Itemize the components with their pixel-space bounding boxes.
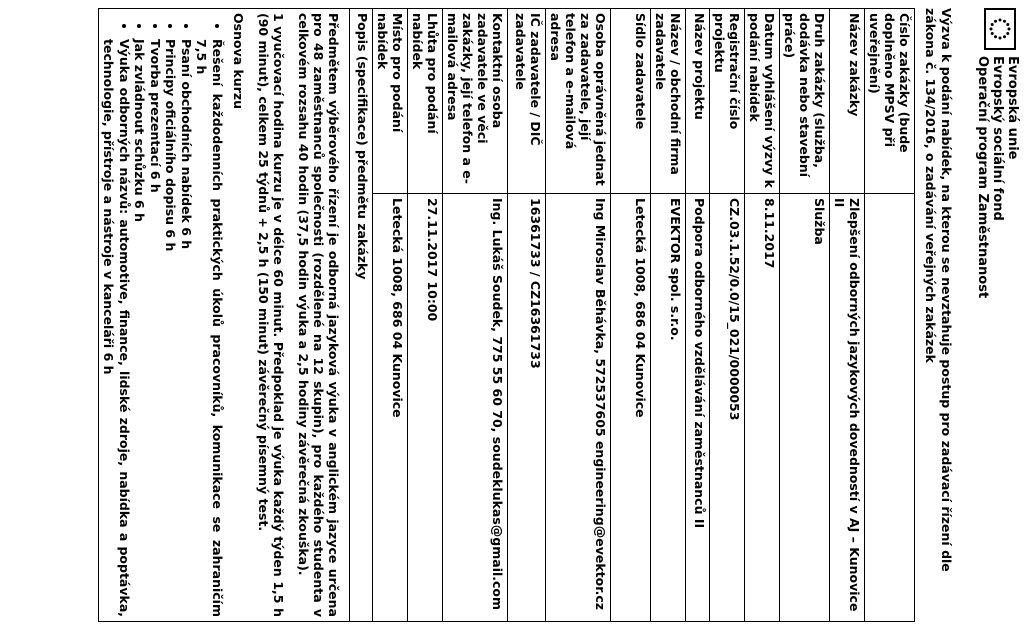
- row-key: Místo pro podání nabídek: [373, 9, 408, 194]
- row-value: Služba: [780, 194, 830, 622]
- table-row: [373, 9, 408, 622]
- table-row: [443, 9, 508, 622]
- programme-label: Operační program Zaměstnanost: [975, 56, 990, 299]
- list-item: • Řešení každodenních praktických úkolů pracovníků, komunikace se zahraničím 7,5 h: [194, 39, 225, 617]
- row-value: 27.11.2017 10:00: [408, 194, 443, 622]
- row-value: 8.11.2017: [745, 194, 780, 622]
- table-row: [508, 9, 546, 622]
- popis-paragraph-1: Předmětem výběrového řízení je odborná jazyková výuka v anglickém jazyce určena pro 48 zaměstnanců společnosti (rozdělené na 12 skupin), pro každého studenta v celkovém rozsahu 40 hodin (37,5 hodin výuka a 2,5 hodiny závěrečná zkouška).: [296, 13, 341, 617]
- table-row: [830, 9, 865, 622]
- row-key: Lhůta pro podání nabídek: [408, 9, 443, 194]
- row-value: Letecká 1008, 686 04 Kunovice: [373, 194, 408, 622]
- intro-title: Výzva k podání nabídek, na kterou se nevztahuje postup pro zadávací řízení dle zákona č. 134/2016, o zadávání veřejných zakázek: [923, 8, 954, 572]
- header: [958, 8, 1020, 622]
- row-key: Číslo zakázky (bude doplněno MPSV při uveřejnění): [865, 9, 915, 194]
- popis-paragraph-2: 1 vyučovací hodina kurzu je v délce 60 minut. Předpoklad je výuka každý týden 1,5 h (90 minut), celkem 25 týdnů + 2,5 h (150 minut) závěrečný písemný test.: [256, 13, 286, 617]
- row-key: Název projektu: [686, 9, 710, 194]
- table-row: [745, 9, 780, 622]
- row-key: Osoba oprávněná jednat za zadavatele, její telefon a e-mailová adresa: [546, 9, 611, 194]
- table-row: [651, 9, 686, 622]
- list-item: • Tvorba prezentací 6 h: [148, 39, 164, 617]
- row-key: Sídlo zadavatele: [611, 9, 651, 194]
- eu-flag-icon: [984, 8, 1016, 50]
- osnova-list: [101, 13, 225, 617]
- row-value: Ing Miroslav Běhávka, 572537605 engineering@evektor.cz: [546, 194, 611, 622]
- list-item: • Výuka odborných názvů: automotive, finance, lidské zdroje, nabídka a poptávka, technologie, přístroje a nástroje v kanceláři 6 h: [101, 39, 132, 617]
- row-key: IČ zadavatele / DIČ zadavatele: [508, 9, 546, 194]
- table-row: [408, 9, 443, 622]
- row-value: Letecká 1008, 686 04 Kunovice: [611, 194, 651, 622]
- row-key: Název / obchodní firma zadavatele: [651, 9, 686, 194]
- table-row: [611, 9, 651, 622]
- table-row: [546, 9, 611, 622]
- list-item: • Principy oficiálního dopisu 6 h: [163, 39, 179, 617]
- table-row: [710, 9, 745, 622]
- row-key: Datum vyhlášení výzvy k podání nabídek: [745, 9, 780, 194]
- row-value: CZ.03.1.52/0.0/15_021/0000053: [710, 194, 745, 622]
- table-row: [686, 9, 710, 622]
- row-key: Kontaktní osoba zadavatele ve věci zakázky, její telefon a e-mailová adresa: [443, 9, 508, 194]
- row-value: [865, 194, 915, 622]
- list-item: • Jak zvládnout schůzku 6 h: [132, 39, 148, 617]
- eu-label: Evropská unie: [1005, 56, 1020, 160]
- row-value: Zlepšení odborných jazykových dovedností v AJ – Kunovice II: [830, 194, 865, 622]
- popis-body: [99, 9, 350, 622]
- fund-label: Evropský sociální fond: [990, 56, 1005, 221]
- header-text: [975, 56, 1020, 298]
- tender-table: [98, 8, 915, 622]
- table-row: [865, 9, 915, 622]
- table-row: [99, 9, 350, 622]
- row-value: 16361733 / CZ16361733: [508, 194, 546, 622]
- osnova-heading: Osnova kurzu: [231, 13, 246, 110]
- row-value: Podpora odborného vzdělávání zaměstnanců II: [686, 194, 710, 622]
- row-value: Ing. Lukáš Soudek, 775 55 60 70, soudeklukas@gmail.com: [443, 194, 508, 622]
- table-row: [350, 9, 373, 622]
- row-key: Druh zakázky (služba, dodávka nebo stavební práce): [780, 9, 830, 194]
- popis-heading: Popis (specifikace) předmětu zakázky: [350, 9, 373, 622]
- row-key: Registrační číslo projektu: [710, 9, 745, 194]
- row-value: EVEKTOR spol. s.r.o.: [651, 194, 686, 622]
- list-item: • Psaní obchodních nabídek 6 h: [179, 39, 195, 617]
- table-row: [780, 9, 830, 622]
- row-key: Název zakázky: [830, 9, 865, 194]
